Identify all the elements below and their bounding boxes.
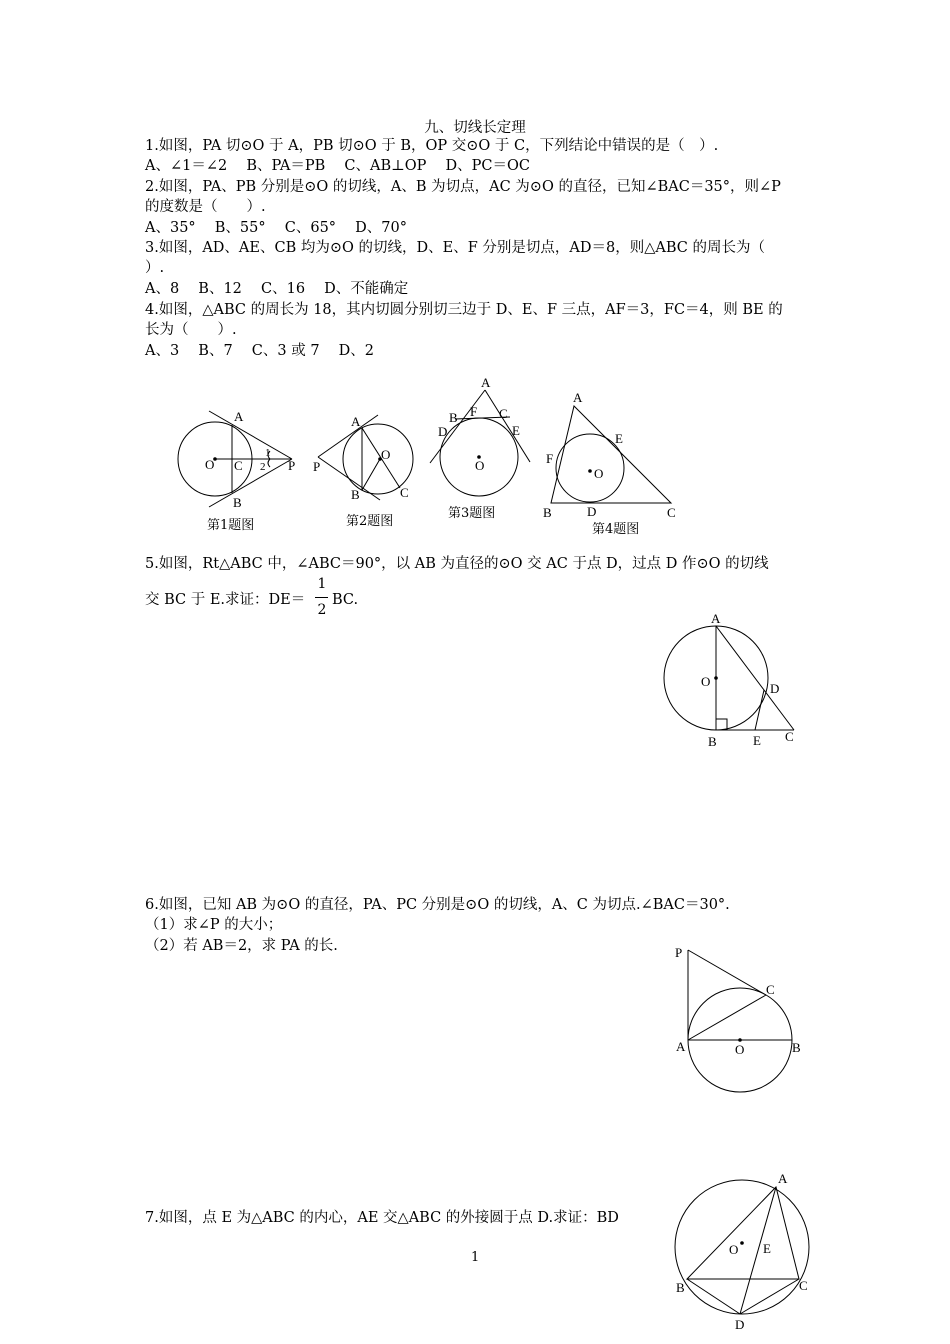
fig5-label-b: B [708, 734, 717, 749]
q4-options: A、3 B、7 C、3 或 7 D、2 [145, 343, 375, 359]
fig4-label-c: C [667, 505, 676, 520]
fig7-label-b: B [676, 1280, 685, 1295]
fig1-label-1: 1 [265, 447, 271, 459]
fig4-triangle [551, 406, 671, 503]
fig1-label-a: A [234, 409, 244, 424]
fig7-label-a: A [778, 1171, 788, 1186]
fig6-chord-ac [688, 995, 766, 1040]
q2-options: A、35° B、55° C、65° D、70° [145, 220, 407, 236]
fig6-label-o: O [735, 1042, 745, 1057]
fig3-caption: 第3题图 [448, 506, 496, 521]
fig6-label-c: C [766, 982, 775, 997]
q5-stem-line2-post: BC. [332, 592, 359, 608]
fig6-label-a: A [676, 1039, 686, 1054]
fig7-label-c: C [799, 1278, 808, 1293]
fig5-label-o: O [701, 674, 711, 689]
fig2-label-p: P [313, 459, 321, 474]
fig5-center-dot [715, 677, 718, 680]
fig3-label-e: E [512, 423, 520, 438]
fig7-triangle [687, 1187, 799, 1279]
fig2-label-o: O [381, 447, 391, 462]
q3-stem-line2: ）. [145, 260, 165, 276]
fig3-label-c: C [499, 406, 508, 421]
q3-options: A、8 B、12 C、16 D、不能确定 [145, 281, 409, 297]
fig5-side-ac [716, 626, 794, 730]
fig2-circle [343, 424, 413, 494]
fig5-right-angle-mark [716, 719, 727, 730]
fig7-line-bd [687, 1279, 740, 1314]
fig5-label-d: D [770, 681, 780, 696]
section-title: 九、切线长定理 [424, 120, 526, 136]
q6-stem: 6.如图，已知 AB 为⊙O 的直径，PA、PC 分别是⊙O 的切线，A、C 为切点.∠BAC＝30°. [145, 897, 730, 913]
figure-3 [430, 375, 530, 521]
fig7-center-dot [741, 1242, 744, 1245]
fig1-label-o: O [205, 457, 215, 472]
fig1-tangent-pa [209, 411, 292, 459]
fig5-label-a: A [711, 611, 721, 626]
fig1-label-c: C [234, 458, 243, 473]
fig2-label-b: B [351, 487, 360, 502]
fig1-angle-2-arc [268, 459, 270, 467]
fig7-label-e: E [763, 1241, 771, 1256]
fig3-label-b: B [449, 410, 458, 425]
fig3-label-f: F [470, 404, 478, 419]
fig1-label-p: P [288, 458, 296, 473]
q2-stem-line2: 的度数是（ ）. [145, 199, 266, 215]
fig1-label-b: B [233, 495, 242, 510]
page-number: 1 [471, 1250, 480, 1265]
fig4-label-a: A [573, 390, 583, 405]
q5-fraction-numerator: 1 [317, 576, 327, 592]
q4-stem-line1: 4.如图，△ABC 的周长为 18，其内切圆分别切三边于 D、E、F 三点，AF＝3，FC＝4，则 BE 的 [145, 302, 783, 318]
fig3-label-d: D [438, 424, 448, 439]
fig4-label-f: F [546, 451, 554, 466]
fig6-tangent-pc [688, 950, 766, 995]
fig4-label-e: E [615, 431, 623, 446]
fig3-label-a: A [481, 375, 491, 390]
q4-stem-line2: 长为（ ）. [145, 322, 237, 338]
fig2-label-c: C [400, 485, 409, 500]
figure-1 [178, 409, 295, 533]
fig4-incircle [556, 434, 624, 502]
fig2-radius-ob [362, 459, 380, 490]
fig4-center-dot [589, 470, 592, 473]
fig6-label-b: B [792, 1040, 801, 1055]
fig7-label-d: D [735, 1317, 745, 1332]
fig4-label-b: B [543, 505, 552, 520]
fig4-caption: 第4题图 [592, 522, 640, 537]
fig2-label-a: A [351, 414, 361, 429]
fig7-label-o: O [729, 1242, 739, 1257]
figure-2 [313, 414, 413, 529]
q5-fraction-denominator: 2 [317, 602, 327, 618]
fig5-label-c: C [785, 729, 794, 744]
figure-5 [664, 611, 794, 749]
fig2-caption: 第2题图 [346, 514, 394, 529]
figure-6 [675, 945, 801, 1092]
fig1-tangent-pb [209, 459, 292, 507]
fig1-caption: 第1题图 [207, 518, 255, 533]
fig1-label-2: 2 [260, 461, 266, 473]
q5-stem-line2-pre: 交 BC 于 E.求证：DE＝ [145, 592, 306, 608]
q6-sub1: （1）求∠P 的大小； [145, 917, 283, 933]
q3-stem-line1: 3.如图，AD、AE、CB 均为⊙O 的切线，D、E、F 分别是切点，AD＝8，则△ABC 的周长为（ [145, 240, 765, 256]
fig2-tangent-pb [318, 457, 380, 500]
figure-4 [543, 390, 676, 537]
fig4-label-d: D [587, 504, 597, 519]
fig2-tangent-pa [318, 415, 378, 457]
q2-stem-line1: 2.如图，PA、PB 分别是⊙O 的切线，A、B 为切点，AC 为⊙O 的直径，已知∠BAC＝35°，则∠P [145, 179, 781, 195]
fig5-tangent-de [755, 690, 764, 730]
q5-stem-line1: 5.如图，Rt△ABC 中，∠ABC＝90°，以 AB 为直径的⊙O 交 AC 于点 D，过点 D 作⊙O 的切线 [145, 556, 769, 572]
fig6-center-dot [739, 1039, 742, 1042]
q1-options: A、∠1＝∠2 B、PA＝PB C、AB⊥OP D、PC＝OC [145, 158, 530, 174]
fig4-label-o: O [594, 466, 604, 481]
q7-stem: 7.如图，点 E 为△ABC 的内心，AE 交△ABC 的外接圆于点 D.求证：BD [145, 1210, 619, 1226]
fig5-label-e: E [753, 733, 761, 748]
fig3-label-o: O [475, 458, 485, 473]
fig7-circumcircle [675, 1180, 809, 1314]
q6-sub2: （2）若 AB＝2，求 PA 的长. [145, 938, 338, 954]
fig3-tangent-ae [485, 390, 530, 462]
fig6-label-p: P [675, 945, 683, 960]
q1-stem: 1.如图，PA 切⊙O 于 A，PB 切⊙O 于 B，OP 交⊙O 于 C，下列结论中错误的是（ ）. [145, 138, 719, 154]
figure-7 [675, 1171, 809, 1332]
